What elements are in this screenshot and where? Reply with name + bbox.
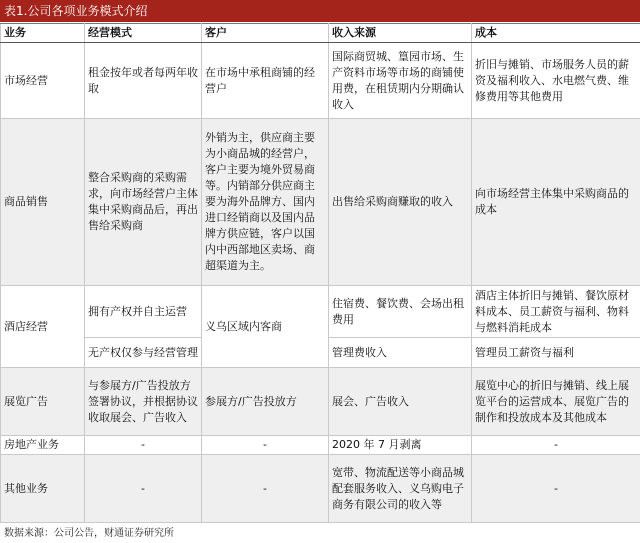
hotel-cost-b: 管理员工薪资与福利 <box>472 338 640 368</box>
hotel-model-a: 拥有产权并自主运营 <box>85 286 202 338</box>
sales-client: 外销为主，供应商主要为小商品城的经营户，客户主要为境外贸易商等。内销部分供应商主要为海外品牌方、国内进口经销商以及国内品牌方供应链，客户以国内中西部地区卖场、商超渠道为主。 <box>202 119 329 286</box>
expo-model: 与参展方/广告投放方签署协议，并根据协议收取展会、广告收入 <box>85 368 202 436</box>
table-row <box>1 43 640 119</box>
header-business: 业务 <box>1 24 85 43</box>
business-model-table <box>0 23 640 523</box>
header-row <box>1 24 640 43</box>
hotel-revenue-b: 管理费收入 <box>329 338 472 368</box>
table-row <box>1 436 640 455</box>
realestate-cost: - <box>472 436 640 455</box>
sales-model: 整合采购商的采购需求，向市场经营户主体集中采购商品后，再出售给采购商 <box>85 119 202 286</box>
table-row <box>1 368 640 436</box>
market-model: 租金按年或者每两年收取 <box>85 43 202 119</box>
table-row <box>1 119 640 286</box>
table-title: 表1.公司各项业务模式介绍 <box>0 0 640 22</box>
market-business: 市场经营 <box>1 43 85 119</box>
header-client: 客户 <box>202 24 329 43</box>
realestate-revenue: 2020 年 7 月剥离 <box>329 436 472 455</box>
hotel-business: 酒店经营 <box>1 286 85 368</box>
realestate-business: 房地产业务 <box>1 436 85 455</box>
hotel-model-b: 无产权仅参与经营管理 <box>85 338 202 368</box>
table-row <box>1 455 640 523</box>
other-cost: - <box>472 455 640 523</box>
other-client: - <box>202 455 329 523</box>
realestate-model: - <box>85 436 202 455</box>
hotel-revenue-a: 住宿费、餐饮费、会场出租费用 <box>329 286 472 338</box>
data-source-note: 数据来源：公司公告，财通证券研究所 <box>4 528 174 539</box>
header-revenue: 收入来源 <box>329 24 472 43</box>
expo-revenue: 展会、广告收入 <box>329 368 472 436</box>
expo-client: 参展方/广告投放方 <box>202 368 329 436</box>
other-business: 其他业务 <box>1 455 85 523</box>
hotel-cost-a: 酒店主体折旧与摊销、餐饮原材料成本、员工薪资与福利、物料与燃料消耗成本 <box>472 286 640 338</box>
hotel-client: 义乌区域内客商 <box>202 286 329 368</box>
sales-revenue: 出售给采购商赚取的收入 <box>329 119 472 286</box>
market-client: 在市场中承租商铺的经营户 <box>202 43 329 119</box>
expo-business: 展览广告 <box>1 368 85 436</box>
table-row <box>1 286 640 338</box>
market-cost: 折旧与摊销、市场服务人员的薪资及福利收入、水电燃气费、维修费用等其他费用 <box>472 43 640 119</box>
market-revenue: 国际商贸城、篁园市场、生产资料市场等市场的商铺使用费，在租赁期内分期确认收入 <box>329 43 472 119</box>
expo-cost: 展览中心的折旧与摊销、线上展览平台的运营成本、展览广告的制作和投放成本及其他成本 <box>472 368 640 436</box>
other-model: - <box>85 455 202 523</box>
header-model: 经营模式 <box>85 24 202 43</box>
other-revenue: 宽带、物流配送等小商品城配套服务收入、义乌购电子商务有限公司的收入等 <box>329 455 472 523</box>
realestate-client: - <box>202 436 329 455</box>
sales-business: 商品销售 <box>1 119 85 286</box>
header-cost: 成本 <box>472 24 640 43</box>
sales-cost: 向市场经营主体集中采购商品的成本 <box>472 119 640 286</box>
